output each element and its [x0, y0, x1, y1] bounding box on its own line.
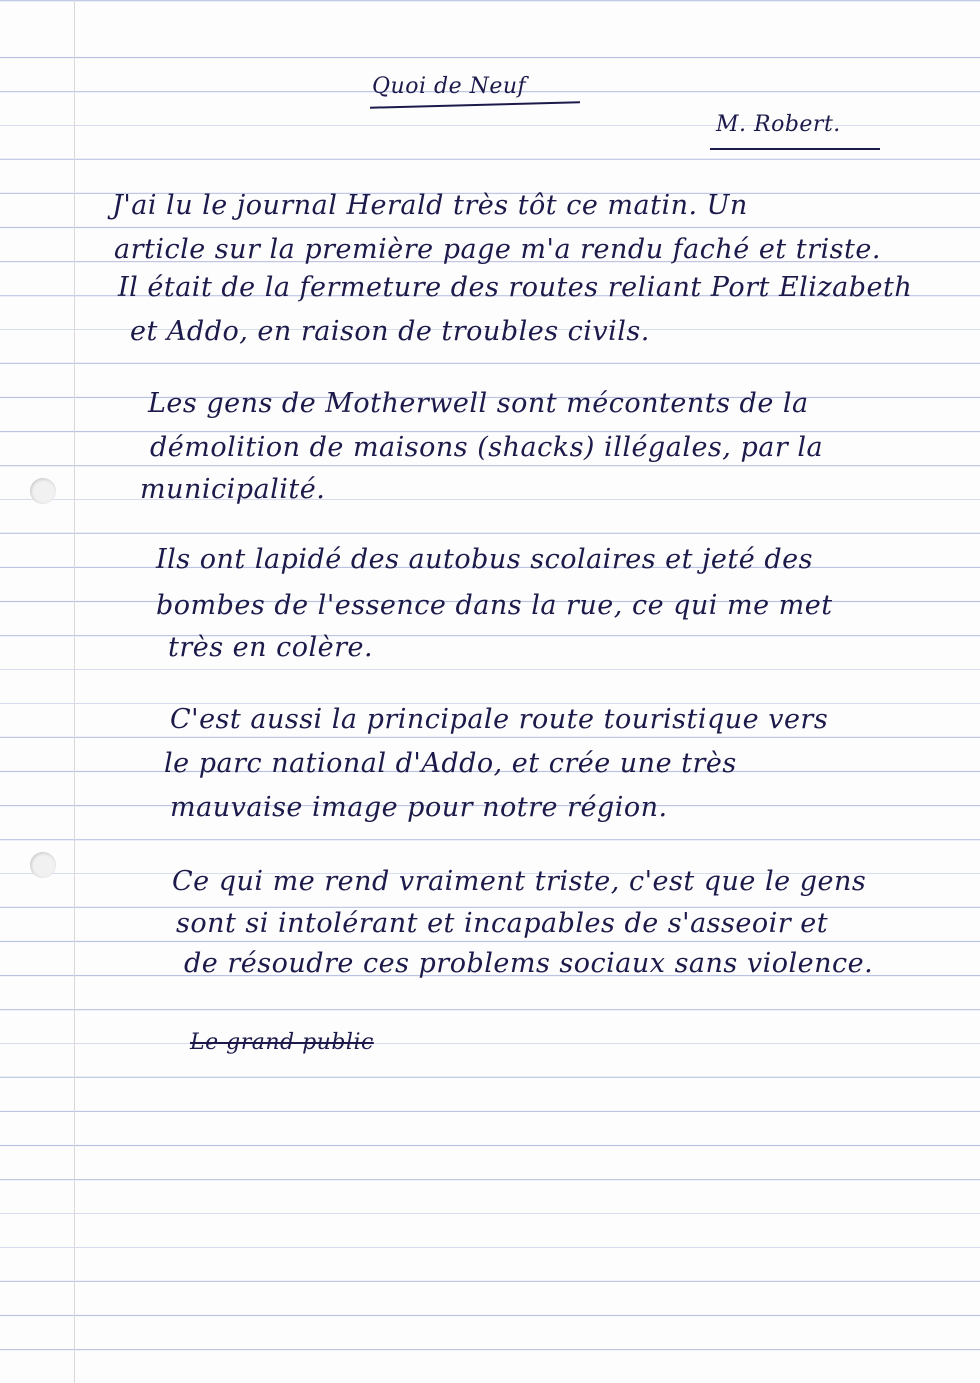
punch-hole — [30, 852, 56, 878]
paragraph-4-line: le parc national d'Addo, et crée une très — [164, 748, 737, 779]
paragraph-5-line: sont si intolérant et incapables de s'asseoir et — [176, 908, 829, 939]
paragraph-5-line: Ce qui me rend vraiment triste, c'est que le gens — [172, 866, 867, 897]
paragraph-2-line: municipalité. — [140, 474, 326, 505]
paragraph-1-line: article sur la première page m'a rendu faché et triste. — [114, 234, 881, 265]
paragraph-3-line: Ils ont lapidé des autobus scolaires et jeté des — [156, 544, 813, 575]
paragraph-4-line: mauvaise image pour notre région. — [170, 792, 668, 823]
paragraph-2-line: démolition de maisons (shacks) illégales, par la — [150, 432, 824, 463]
author-name: M. Robert. — [716, 112, 841, 137]
paragraph-4-line: C'est aussi la principale route touristique vers — [170, 704, 829, 735]
title-underline — [370, 101, 580, 108]
punch-hole — [30, 478, 56, 504]
paragraph-5-line: de résoudre ces problems sociaux sans violence. — [184, 948, 874, 979]
paragraph-2-line: Les gens de Motherwell sont mécontents de la — [148, 388, 809, 419]
letter-title: Quoi de Neuf — [372, 74, 527, 99]
paragraph-3-line: très en colère. — [168, 632, 374, 663]
paragraph-1-line: J'ai lu le journal Herald très tôt ce matin. Un — [112, 190, 748, 221]
margin-line — [74, 0, 75, 1383]
paragraph-1-line: Il était de la fermeture des routes reliant Port Elizabeth — [118, 272, 913, 303]
paragraph-3-line: bombes de l'essence dans la rue, ce qui me met — [156, 590, 833, 621]
author-underline — [710, 148, 880, 150]
struck-signature: Le grand public — [190, 1030, 374, 1055]
paragraph-1-line: et Addo, en raison de troubles civils. — [130, 316, 650, 347]
